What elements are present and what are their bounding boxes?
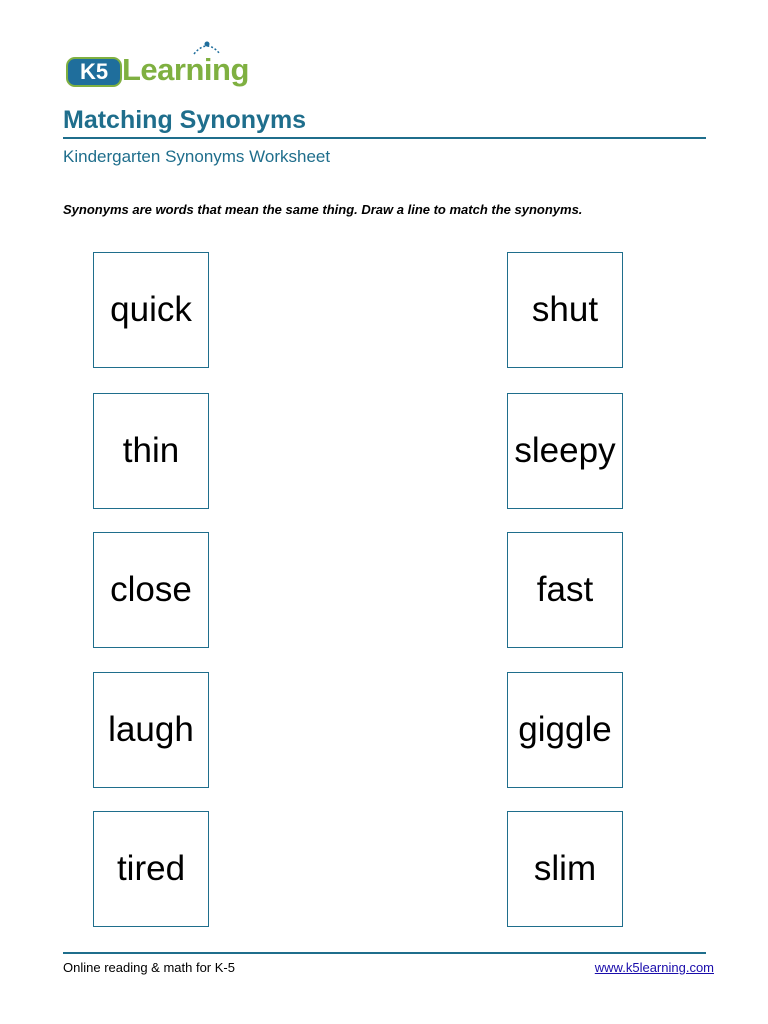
right-word-card[interactable]: shut: [507, 252, 623, 368]
logo-badge: K5: [66, 57, 122, 87]
page-subtitle: Kindergarten Synonyms Worksheet: [63, 147, 331, 166]
k5-learning-logo: [64, 40, 264, 92]
left-word-card[interactable]: tired: [93, 811, 209, 927]
right-word-card[interactable]: sleepy: [507, 393, 623, 509]
left-word-card[interactable]: thin: [93, 393, 209, 509]
logo-stars-icon: [192, 40, 222, 56]
left-word-card[interactable]: laugh: [93, 672, 209, 788]
right-word-card[interactable]: giggle: [507, 672, 623, 788]
footer-tagline: Online reading & math for K-5: [63, 960, 235, 975]
left-word-card[interactable]: quick: [93, 252, 209, 368]
footer-website-link[interactable]: www.k5learning.com: [594, 960, 714, 975]
right-word-card[interactable]: slim: [507, 811, 623, 927]
title-divider: [63, 137, 706, 139]
footer-divider: [63, 952, 706, 954]
right-word-card[interactable]: fast: [507, 532, 623, 648]
instructions-text: Synonyms are words that mean the same thing. Draw a line to match the synonyms.: [63, 202, 583, 217]
logo-wordmark: Learning: [122, 52, 249, 87]
left-word-card[interactable]: close: [93, 532, 209, 648]
page-title: Matching Synonyms: [63, 106, 307, 134]
